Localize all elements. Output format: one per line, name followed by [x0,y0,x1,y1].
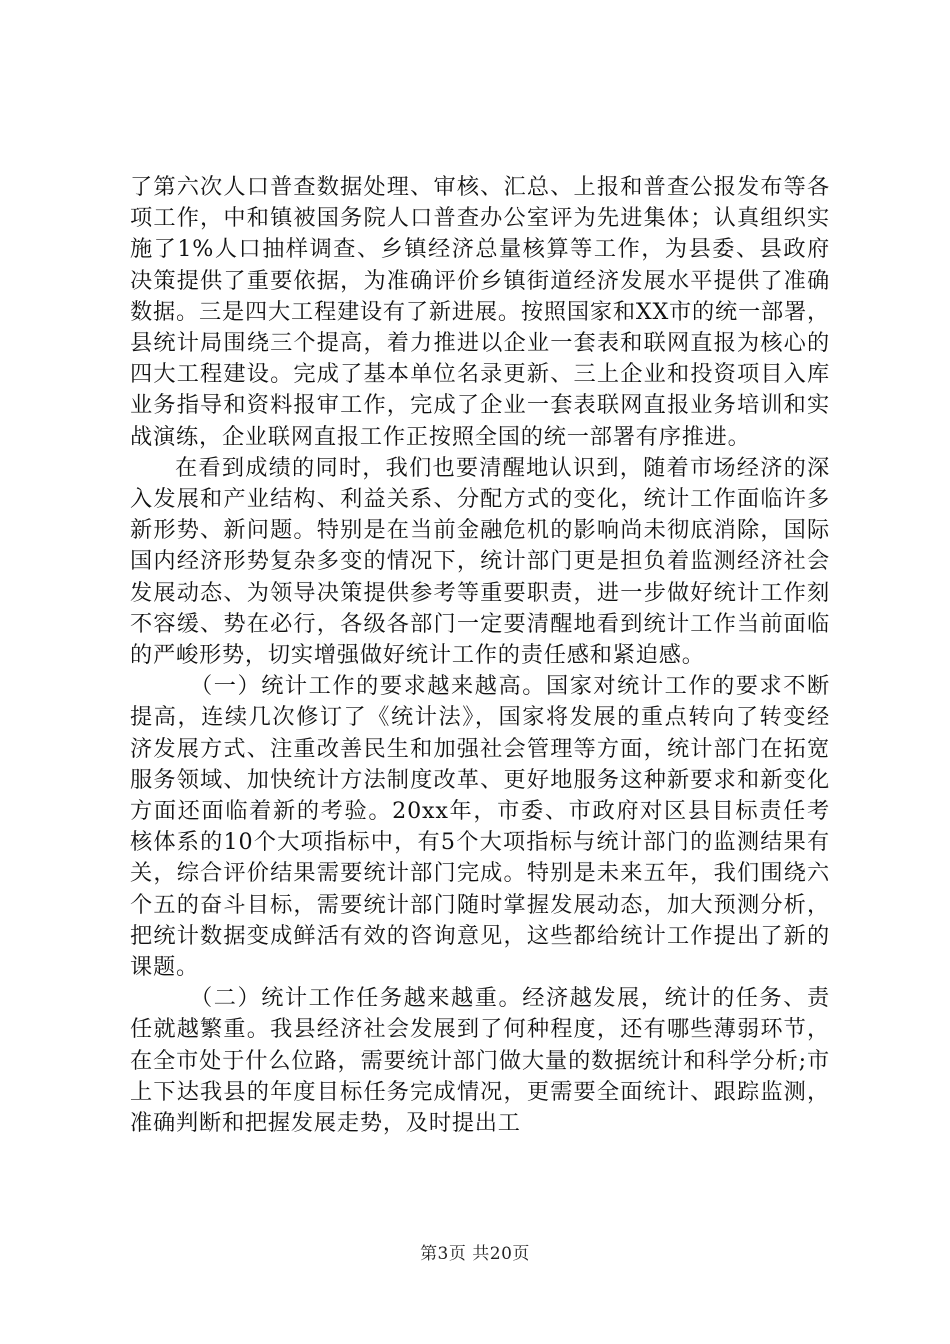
paragraph-point-two: （二）统计工作任务越来越重。经济越发展，统计的任务、责任就越繁重。我县经济社会发展到了何种程度，还有哪些薄弱环节，在全市处于什么位路，需要统计部门做大量的数据统计和科学分析;市上下达我县的年度目标任务完成情况，更需要全面统计、跟踪监测，准确判断和把握发展走势，及时提出工 [130,985,830,1137]
paragraph-challenges: 在看到成绩的同时，我们也要清醒地认识到，随着市场经济的深入发展和产业结构、利益关系、分配方式的变化，统计工作面临许多新形势、新问题。特别是在当前金融危机的影响尚未彻底消除，国际国内经济形势复杂多变的情况下，统计部门更是担负着监测经济社会发展动态、为领导决策提供参考等重要职责，进一步做好统计工作刻不容缓、势在必行，各级各部门一定要清醒地看到统计工作当前面临的严峻形势，切实增强做好统计工作的责任感和紧迫感。 [130,454,830,669]
page-number-footer: 第3页 共20页 [420,1244,530,1264]
paragraph-point-one: （一）统计工作的要求越来越高。国家对统计工作的要求不断提高，连续几次修订了《统计法》，国家将发展的重点转向了转变经济发展方式、注重改善民生和加强社会管理等方面，统计部门在拓宽服务领域、加快统计方法制度改革、更好地服务这种新要求和新变化方面还面临着新的考验。20xx年，市委、市政府对区县目标责任考核体系的10个大项指标中，有5个大项指标与统计部门的监测结果有关，综合评价结果需要统计部门完成。特别是未来五年，我们围绕六个五的奋斗目标，需要统计部门随时掌握发展动态，加大预测分析，把统计数据变成鲜活有效的咨询意见，这些都给统计工作提出了新的课题。 [130,673,830,981]
document-body [130,172,830,1139]
paragraph-continued: 了第六次人口普查数据处理、审核、汇总、上报和普查公报发布等各项工作，中和镇被国务院人口普查办公室评为先进集体；认真组织实施了1%人口抽样调查、乡镇经济总量核算等工作，为县委、县政府决策提供了重要依据，为准确评价乡镇街道经济发展水平提供了准确数据。三是四大工程建设有了新进展。按照国家和XX市的统一部署，县统计局围绕三个提高，着力推进以企业一套表和联网直报为核心的四大工程建设。完成了基本单位名录更新、三上企业和投资项目入库业务指导和资料报审工作，完成了企业一套表联网直报业务培训和实战演练，企业联网直报工作正按照全国的统一部署有序推进。 [130,174,830,450]
